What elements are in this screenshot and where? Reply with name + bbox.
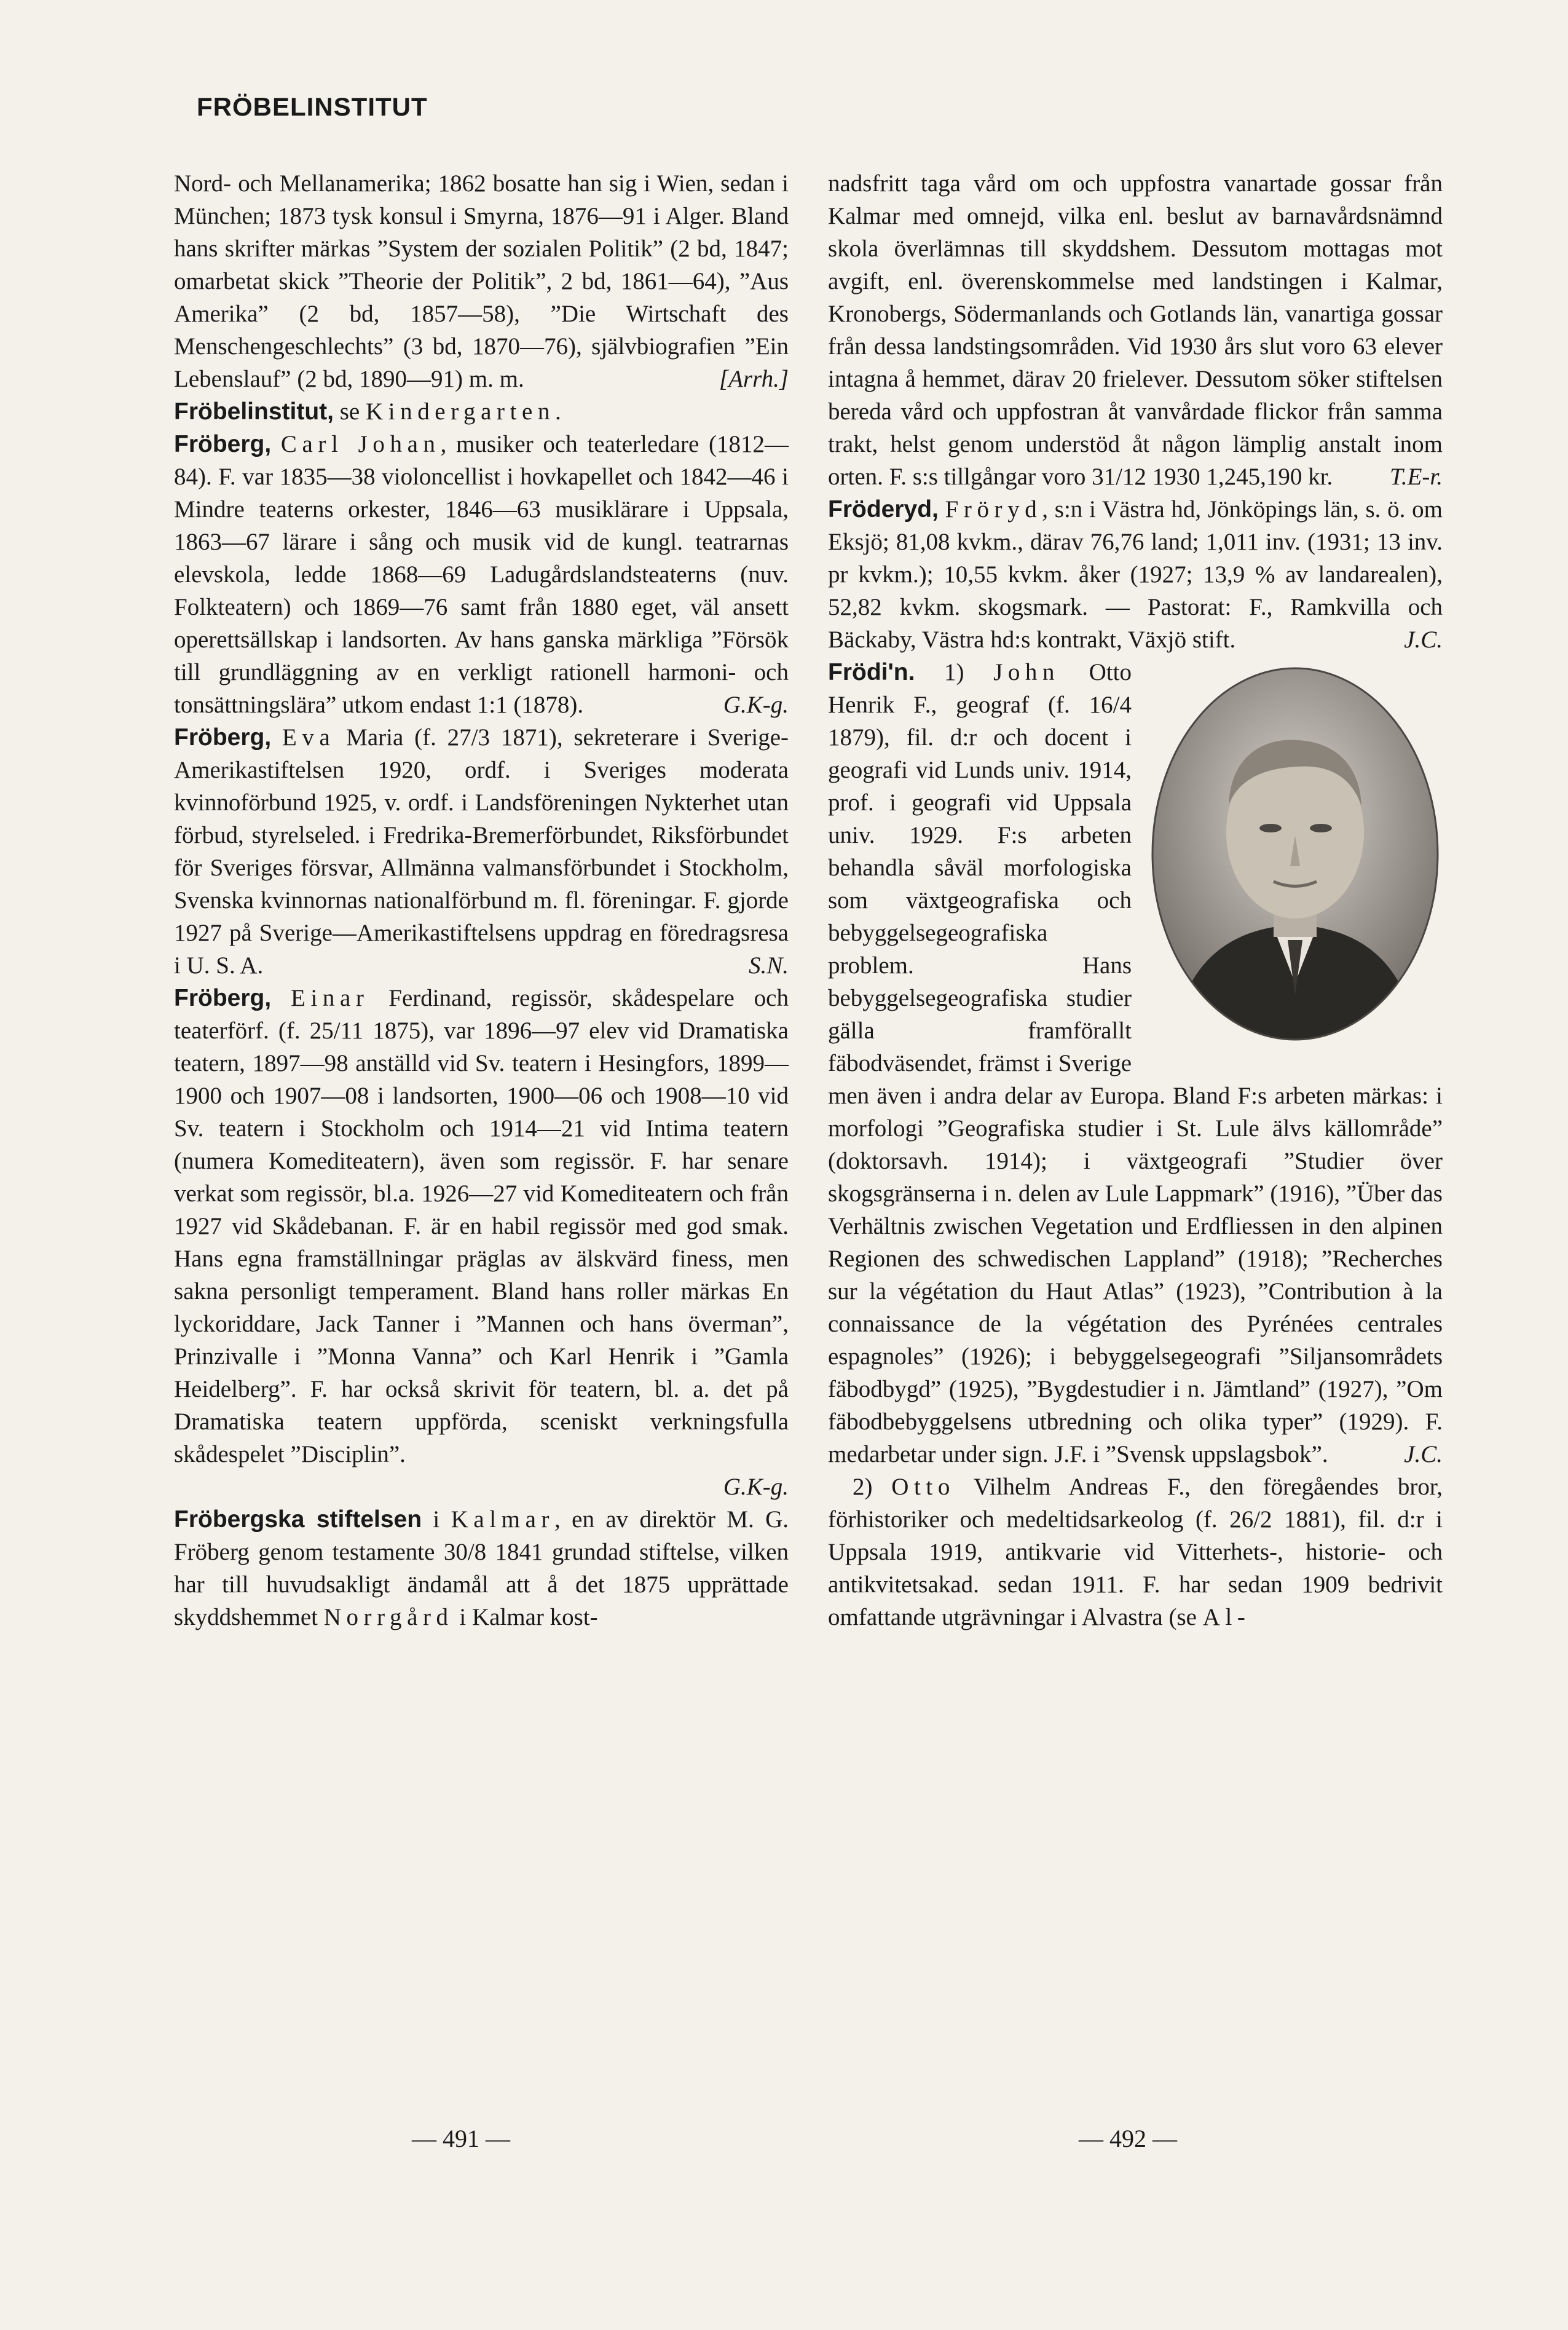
entry-froberg-carl-johan [174,428,789,721]
entry-text: Otto Henrik F., geograf (f. 16/4 1879), fil. d:r och docent i geografi vid Lunds univ. 1914, prof. i geografi vid Uppsala univ. 1929. F:s arbeten behandla såväl morfologiska som växtgeografiska och bebyggelsegeografiska problem. Hans bebyggelsegeografiska studier gälla framförallt fäbodväsendet, främst i Sverige men även i andra delar av Europa. Bland F:s arbeten märkas: i morfologi ”Geografiska studier i St. Lule älvs källområde” (doktorsavh. 1914); i växtgeografi ”Studier över skogsgränserna i n. delen av Lule Lappmark” (1916), ”Über das Verhältnis zwischen Vegetation und Erdfliessen in den alpinen Regionen des schwedischen Lappland” (1918); ”Recherches sur la végétation du Haut Atlas” (1923), ”Contribution à la connaissance de la végétation des Pyrénées centrales espagnoles” (1926); i bebyggelsegeografi ”Siljansområdets fäbodbygd” (1925), ”Bygdestudier i n. Jämtland” (1927), ”Om fäbodbebyggelsens utbredning och olika typer” (1929). F. medarbetar under sign. J.F. i ”Svensk uppslagsbok”. [828,659,1443,1467]
place-name: Kalmar [451,1506,555,1533]
entry-text: , en av direktör M. G. Fröberg genom testamente 30/8 1841 grundad stiftelse, vilken har till huvudsakligt ändamål att å det 1875 upprättade skyddshemmet [174,1506,789,1630]
entry-frobelinstitut [174,395,789,428]
continued-paragraph [174,167,789,395]
continued-text: nadsfritt taga vård om och uppfostra vanartade gossar från Kalmar med omnejd, vilka enl. beslut av barnavårdsnämnd skola överlämnas till skyddshem. Dessutom mottagas mot avgift, enl. överenskommelse med landstingen i Kalmar, Kronobergs, Södermanlands och Gotlands län, vanartiga gossar från dessa landstingsområden. Vid 1930 års slut voro 63 elever intagna å hemmet, därav 20 frielever. Dessutom söker stiftelsen bereda vård och uppfostran åt vanvårdade flickor från samma trakt, helst genom understöd åt någon lämplig anstalt inom orten. F. s:s tillgångar voro 31/12 1930 1,245,190 kr. [828,170,1443,490]
headword: Fröbergska stiftelsen [174,1506,422,1533]
given-name: Eva [282,724,336,751]
continued-text: Nord- och Mellanamerika; 1862 bosatte han sig i Wien, sedan i München; 1873 tysk konsul i Smyrna, 1876—91 i Alger. Bland hans skrifter märkas ”System der sozialen Politik” (2 bd, 1847; omarbetat skick ”Theorie der Politik”, 2 bd, 1861—64), ”Aus Amerika” (2 bd, 1857—58), ”Die Wirtschaft des Menschengeschlechts” (3 bd, 1870—76), självbiografien ”Ein Lebenslauf” (2 bd, 1890—91) m. m. [174,170,789,392]
entry-text: se [333,398,366,425]
page-number-left: — 491 — [412,2125,510,2152]
entry-number: 2) [853,1474,892,1500]
place-name: Norrgård [323,1604,454,1630]
page-number-right: — 492 — [1079,2125,1177,2152]
alt-name: Fröryd [945,496,1042,523]
given-name: Carl Johan [280,431,441,457]
signature: G.K-g. [723,692,789,718]
signature: S.N. [748,952,789,979]
signature: J.C. [1404,626,1443,653]
left-column [174,167,789,1633]
entry-text: , musiker och teaterledare (1812—84). F. var 1835—38 violoncellist i hovkapellet och 1842—46 i Mindre teaterns orkester, 1846—63 musiklärare i Uppsala, 1863—67 lärare i sång och musik vid de kungl. teatrarnas elevskola, ledde 1868—69 Ladugårdslandsteaterns (nuv. Folkteatern) och 1869—76 samt från 1880 eget, väl ansett operettsällskap i landsorten. Av hans ganska märkliga ”Försök till grundläggning av en verkligt rationell harmoni- och tonsättningslära” utkom endast 1:1 (1878). [174,431,789,718]
signature: G.K-g. [723,1474,789,1500]
portrait-photo [1148,663,1443,1045]
entry-number: 1) [915,659,994,685]
headword: Fröberg, [174,985,272,1011]
given-name: John [993,659,1060,685]
signature: J.C. [1404,1441,1443,1467]
entry-frodin-otto [828,1471,1443,1633]
entry-froberg-eva-maria [174,721,789,982]
headword: Fröderyd, [828,496,939,523]
headword: Fröberg, [174,431,272,457]
signature: T.E-r. [1390,464,1443,490]
headword: Fröberg, [174,724,272,751]
running-header: FRÖBELINSTITUT [197,92,428,121]
entry-text: . [554,398,561,425]
entry-text: Vilhelm Andreas F., den föregåendes bror, förhistoriker och medeltidsarkeolog (f. 26/2 1881), fil. d:r i Uppsala 1919, antikvarie vid Vitterhets-, historie- och antikvitetsakad. sedan 1911. F. har sedan 1909 bedrivit omfattande utgrävningar i Alvastra (se [828,1474,1443,1630]
entry-text: i Kalmar kost- [453,1604,598,1630]
cross-reference: Al- [1202,1604,1251,1630]
continued-paragraph [828,167,1443,493]
given-name: Einar [291,985,369,1011]
headword: Frödi'n. [828,659,915,685]
given-name: Otto [891,1474,955,1500]
cross-reference: Kindergarten [365,398,555,425]
entry-foderyd [828,493,1443,656]
entry-frodin-john [828,656,1443,1471]
entry-text: Maria (f. 27/3 1871), sekreterare i Sverige-Amerikastiftelsen 1920, ordf. i Sveriges moderata kvinnoförbund 1925, v. ordf. i Landsföreningen Nykterhet utan förbud, styrelseled. i Fredrika-Bremerförbundet, Riksförbundet för Sveriges försvar, Allmänna valmansförbundet i Stockholm, Svenska kvinnornas nationalförbund m. fl. föreningar. F. gjorde 1927 på Sverige—Amerikastiftelsens uppdrag en föredragsresa i U. S. A. [174,724,789,979]
entry-frobergska-stiftelsen [174,1503,789,1633]
entry-text: i [422,1506,451,1533]
right-column [828,167,1443,1633]
entry-text: , s:n i Västra hd, Jönköpings län, s. ö. om Eksjö; 81,08 kvkm., därav 76,76 land; 1,011 inv. (1931; 13 inv. pr kvkm.); 10,55 kvkm. åker (1927; 13,9 % av landarealen), 52,82 kvkm. skogsmark. — Pastorat: F., Ramkvilla och Bäckaby, Västra hd:s kontrakt, Växjö stift. [828,496,1443,653]
entry-froberg-einar [174,982,789,1471]
signature: [Arrh.] [719,366,789,392]
headword: Fröbelinstitut, [174,398,334,425]
entry-text: Ferdinand, regissör, skådespelare och teaterförf. (f. 25/11 1875), var 1896—97 elev vid Dramatiska teatern, 1897—98 anställd vid Sv. teatern i Hesingfors, 1899—1900 och 1907—08 i landsorten, 1900—06 och 1908—10 vid Sv. teatern i Stockholm och 1914—21 vid Intima teatern (numera Komediteatern), även som regissör. F. har senare verkat som regissör, bl.a. 1926—27 vid Komediteatern och från 1927 vid Skådebanan. F. är en habil regissör med god smak. Hans egna framställningar präglas av älskvärd finess, men sakna personligt temperament. Bland hans roller märkas En lyckoriddare, Jack Tanner i ”Mannen och hans överman”, Prinzivalle i ”Monna Vanna” och Karl Henrik i ”Gamla Heidelberg”. F. har också skrivit för teatern, bl. a. det på Dramatiska teatern uppförda, sceniskt verkningsfulla skådespelet ”Disciplin”. [174,985,789,1467]
